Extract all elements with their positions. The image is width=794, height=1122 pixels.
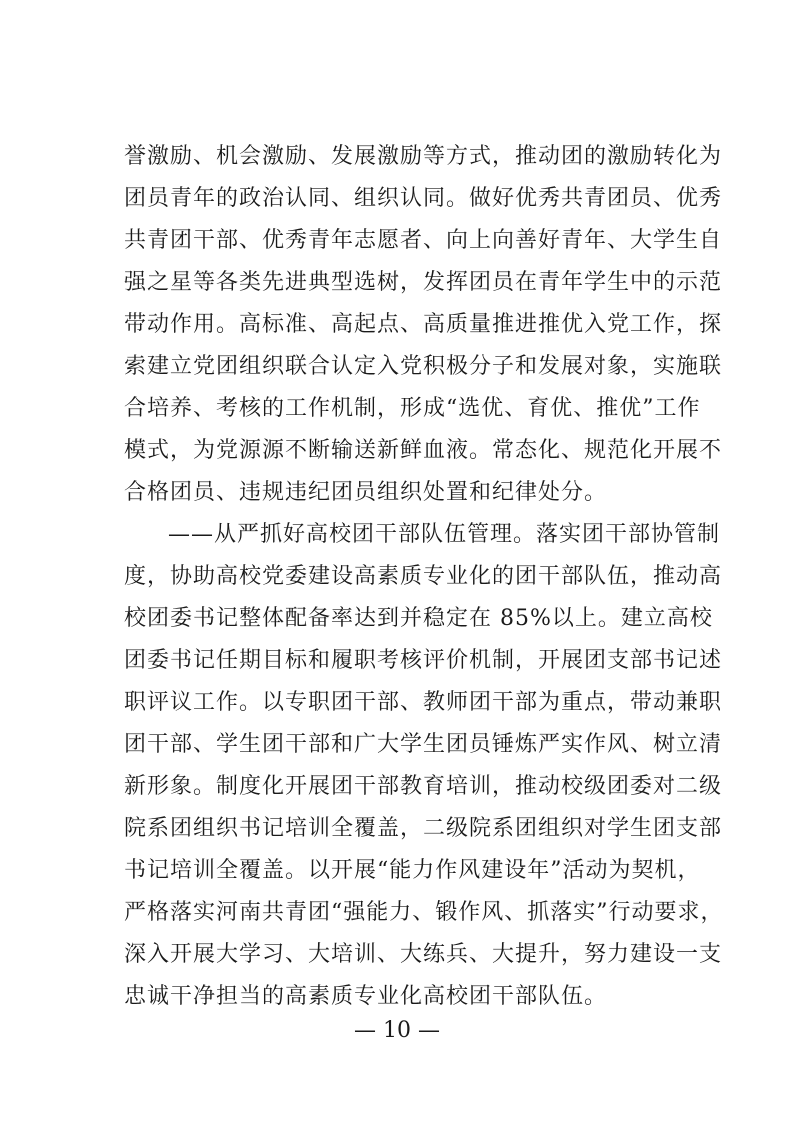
text-line: 索建立党团组织联合认定入党积极分子和发展对象，实施联 xyxy=(124,354,723,379)
text-line: 带动作用。高标准、高起点、高质量推进推优入党工作，探 xyxy=(124,312,723,337)
text-line: 共青团干部、优秀青年志愿者、向上向善好青年、大学生自 xyxy=(124,228,723,253)
text-line: 强之星等各类先进典型选树，发挥团员在青年学生中的示范 xyxy=(124,270,723,295)
text-line: 忠诚干净担当的高素质专业化高校团干部队伍。 xyxy=(124,984,608,1009)
text-line: 严格落实河南共青团“强能力、锻作风、抓落实”行动要求， xyxy=(124,900,724,925)
text-line: 院系团组织书记培训全覆盖，二级院系团组织对学生团支部 xyxy=(124,816,723,841)
text-line: 职评议工作。以专职团干部、教师团干部为重点，带动兼职 xyxy=(124,690,723,715)
page-number: — 10 — xyxy=(354,1018,440,1043)
text-line: 新形象。制度化开展团干部教育培训，推动校级团委对二级 xyxy=(124,774,723,799)
text-line: 团干部、学生团干部和广大学生团员锤炼严实作风、树立清 xyxy=(124,732,723,757)
text-line: 深入开展大学习、大培训、大练兵、大提升，努力建设一支 xyxy=(124,942,723,967)
text-line: 合格团员、违规违纪团员组织处置和纪律处分。 xyxy=(124,480,608,505)
text-line: 团员青年的政治认同、组织认同。做好优秀共青团员、优秀 xyxy=(124,186,723,211)
text-line: 誉激励、机会激励、发展激励等方式，推动团的激励转化为 xyxy=(124,144,723,169)
text-line: 合培养、考核的工作机制，形成“选优、育优、推优”工作 xyxy=(124,396,701,421)
text-line: 模式，为党源源不断输送新鲜血液。常态化、规范化开展不 xyxy=(124,438,723,463)
body-text xyxy=(124,136,724,1018)
text-line: 度，协助高校党委建设高素质专业化的团干部队伍，推动高 xyxy=(124,564,723,589)
text-line: 校团委书记整体配备率达到并稳定在 85%以上。建立高校 xyxy=(124,606,713,631)
paragraph-start-line: ——从严抓好高校团干部队伍管理。落实团干部协管制 xyxy=(168,522,721,547)
text-line: 团委书记任期目标和履职考核评价机制，开展团支部书记述 xyxy=(124,648,723,673)
text-line: 书记培训全覆盖。以开展“能力作风建设年”活动为契机， xyxy=(124,858,701,883)
